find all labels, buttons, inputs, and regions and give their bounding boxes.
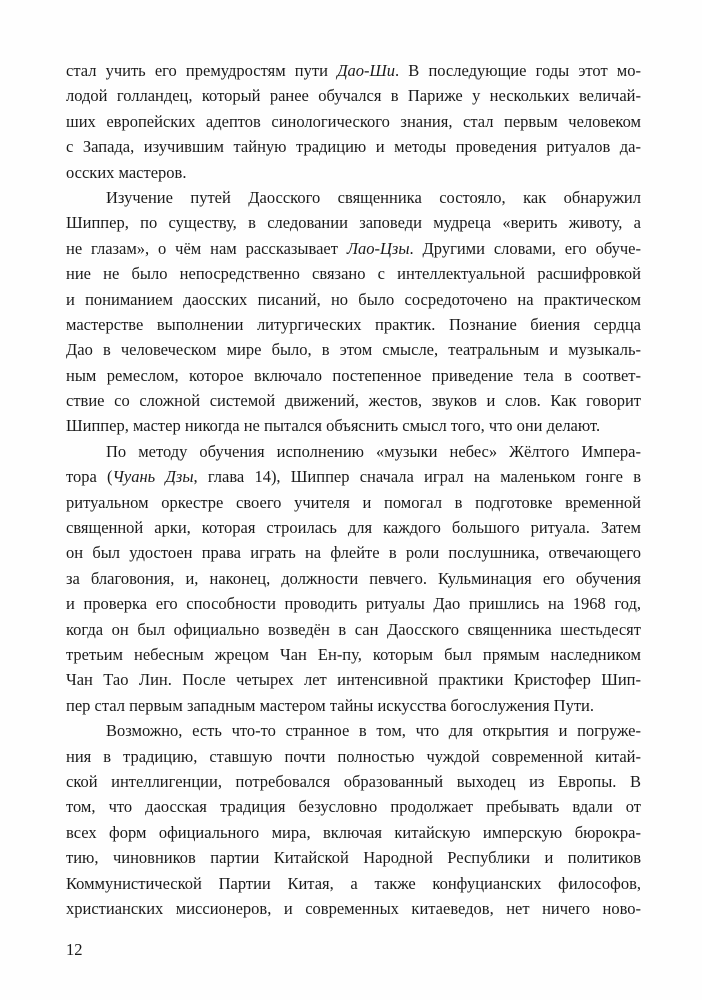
text-line xyxy=(66,210,641,235)
text-line xyxy=(66,312,641,337)
text-segment: за благовония, и, наконец, должности певчего. Кульминация его обучения xyxy=(66,568,641,588)
italic-term: Чуань Дзы xyxy=(112,467,194,487)
text-segment: тора ( xyxy=(66,467,113,487)
text-line xyxy=(66,261,641,286)
text-segment: с Запада, изучившим тайную традицию и методы проведения ритуалов да- xyxy=(66,137,641,157)
text-segment: Шиппер, по существу, в следовании заповеди мудреца «верить животу, а xyxy=(66,213,641,233)
text-segment: ритуальном оркестре своего учителя и помогал в подготовке временной xyxy=(66,492,641,512)
paragraph-first-line xyxy=(66,439,641,464)
text-line xyxy=(66,769,641,794)
text-line xyxy=(66,160,641,185)
italic-term: Лао-Цзы xyxy=(346,238,410,258)
text-segment: и проверка его способности проводить ритуалы Дао пришлись на 1968 год, xyxy=(66,594,641,614)
text-segment: третьим небесным жрецом Чан Ен-пу, которым был прямым наследником xyxy=(66,644,641,664)
text-line xyxy=(66,58,641,83)
text-segment: Чан Тао Лин. После четырех лет интенсивной практики Кристофер Шип- xyxy=(66,670,641,690)
text-line xyxy=(66,363,641,388)
text-segment: лодой голландец, который ранее обучался в Париже у нескольких величай- xyxy=(66,86,641,106)
text-segment: По методу обучения исполнению «музыки небес» Жёлтого Импера- xyxy=(106,441,641,461)
text-segment: , глава 14), Шиппер сначала играл на маленьком гонге в xyxy=(193,467,641,487)
body-text xyxy=(66,58,641,921)
text-line xyxy=(66,896,641,921)
text-segment: пер стал первым западным мастером тайны искусства богослужения Пути. xyxy=(66,695,594,715)
text-line xyxy=(66,388,641,413)
text-segment: стал учить его премудростям пути xyxy=(66,61,338,80)
text-segment: ствие со сложной системой движений, жестов, звуков и слов. Как говорит xyxy=(66,391,641,411)
text-line xyxy=(66,134,641,159)
text-line xyxy=(66,464,641,489)
text-segment: Дао в человеческом мире было, в этом смысле, театральным и музыкаль- xyxy=(66,340,641,360)
text-line xyxy=(66,693,641,718)
text-segment: том, что даосская традиция безусловно продолжает пребывать вдали от xyxy=(66,797,641,817)
text-line xyxy=(66,566,641,591)
text-line xyxy=(66,667,641,692)
text-line xyxy=(66,845,641,870)
text-segment: не глазам», о чём нам рассказывает xyxy=(66,238,347,258)
text-segment: он был удостоен права играть на флейте в роли послушника, отвечающего xyxy=(66,543,641,563)
text-segment: тию, чиновников партии Китайской Народной Республики и политиков xyxy=(66,848,641,868)
text-line xyxy=(66,236,641,261)
text-line xyxy=(66,83,641,108)
text-segment: ние не было непосредственно связано с интеллектуальной расшифровкой xyxy=(66,264,641,284)
text-segment: и пониманием даосских писаний, но было сосредоточено на практическом xyxy=(66,289,641,309)
text-line xyxy=(66,337,641,362)
text-segment: ния в традицию, ставшую почти полностью чуждой современной китай- xyxy=(66,746,641,766)
text-segment: осских мастеров. xyxy=(66,162,187,182)
text-line xyxy=(66,287,641,312)
text-segment: Изучение путей Даосского священника состояло, как обнаружил xyxy=(106,187,641,207)
text-line xyxy=(66,515,641,540)
text-line xyxy=(66,617,641,642)
text-segment: священной арки, которая строилась для каждого большого ритуала. Затем xyxy=(66,518,641,538)
italic-term: Дао-Ши xyxy=(337,61,396,80)
text-segment: мастерстве выполнении литургических практик. Познание биения сердца xyxy=(66,314,641,334)
text-segment: Возможно, есть что-то странное в том, что для открытия и погруже- xyxy=(106,721,641,741)
page-number: 12 xyxy=(66,940,83,959)
text-segment: всех форм официального мира, включая китайскую имперскую бюрокра- xyxy=(66,822,641,842)
text-segment: . Другими словами, его обуче- xyxy=(409,238,641,258)
text-line xyxy=(66,642,641,667)
text-segment: ным ремеслом, которое включало постепенное приведение тела в соответ- xyxy=(66,365,641,385)
text-segment: христианских миссионеров, и современных китаеведов, нет ничего ново- xyxy=(66,898,641,918)
text-line xyxy=(66,820,641,845)
text-line xyxy=(66,871,641,896)
text-line xyxy=(66,591,641,616)
paragraph-first-line xyxy=(66,185,641,210)
text-segment: когда он был официально возведён в сан Даосского священника шестьдесят xyxy=(66,619,641,639)
text-line xyxy=(66,744,641,769)
text-segment: ской интеллигенции, потребовался образованный выходец из Европы. В xyxy=(66,771,641,791)
text-line xyxy=(66,413,641,438)
paragraph-first-line xyxy=(66,718,641,743)
text-segment: ших европейских адептов синологического знания, стал первым человеком xyxy=(66,111,641,131)
text-line xyxy=(66,490,641,515)
text-segment: Шиппер, мастер никогда не пытался объяснить смысл того, что они делают. xyxy=(66,416,601,436)
text-line xyxy=(66,109,641,134)
text-line xyxy=(66,794,641,819)
text-segment: Коммунистической Партии Китая, а также конфуцианских философов, xyxy=(66,873,641,893)
text-line xyxy=(66,540,641,565)
text-segment: . В последующие годы этот мо- xyxy=(395,61,641,80)
